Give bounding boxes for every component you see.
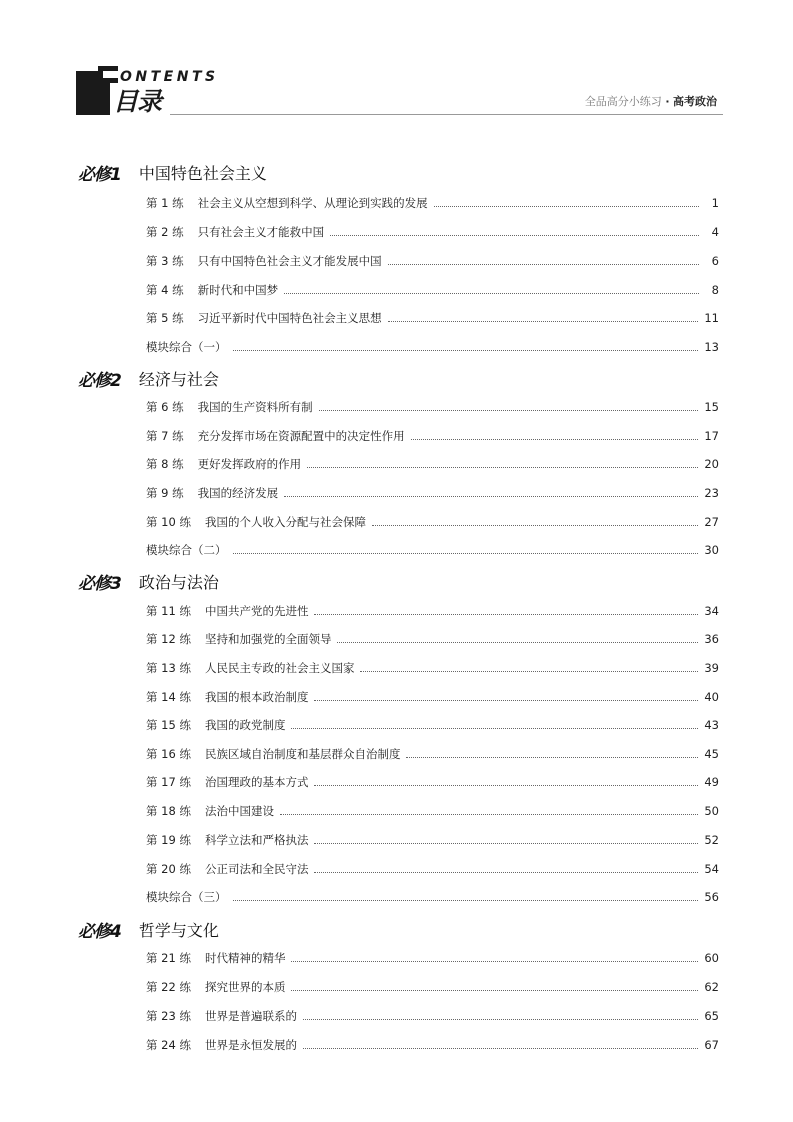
entry-title: 我国的根本政治制度 (204, 690, 309, 704)
leader-dots (319, 410, 699, 411)
entry-title: 法治中国建设 (204, 804, 274, 818)
toc-entry[interactable] (146, 253, 719, 269)
toc-entry[interactable] (146, 514, 719, 530)
toc-entry[interactable] (146, 310, 719, 326)
leader-dots (314, 843, 698, 844)
entry-number: 第 5 练 (146, 311, 184, 325)
entry-page: 67 (704, 1038, 719, 1052)
toc-entry[interactable] (146, 1037, 719, 1053)
entry-page: 43 (704, 718, 719, 732)
entry-title: 社会主义从空想到科学、从理论到实践的发展 (197, 196, 428, 210)
section-heading (78, 161, 267, 183)
entry-page: 52 (704, 833, 719, 847)
section-title: 中国特色社会主义 (138, 163, 267, 183)
toc-entry[interactable] (146, 889, 719, 905)
entry-number: 第 9 练 (146, 486, 184, 500)
toc-entry[interactable] (146, 746, 719, 762)
leader-dots (233, 350, 699, 351)
entry-page: 15 (704, 400, 719, 414)
section-heading (78, 918, 219, 940)
subject-name: 高考政治 (673, 95, 717, 108)
header-rule (170, 114, 723, 115)
series-separator: · (665, 95, 670, 108)
entry-title: 我国的生产资料所有制 (197, 400, 313, 414)
section-heading (78, 570, 219, 592)
section-number: 必修2 (78, 370, 121, 391)
entry-title: 只有中国特色社会主义才能发展中国 (197, 254, 382, 268)
section-number: 必修3 (78, 573, 121, 594)
leader-dots (314, 700, 698, 701)
section-heading (78, 367, 219, 389)
section-title: 政治与法治 (138, 572, 219, 592)
leader-dots (411, 439, 699, 440)
leader-dots (314, 614, 698, 615)
entry-page: 60 (704, 951, 719, 965)
toc-entry[interactable] (146, 542, 719, 558)
leader-dots (284, 496, 698, 497)
entry-page: 30 (704, 543, 719, 557)
section-title: 经济与社会 (138, 369, 219, 389)
entry-page: 4 (711, 225, 719, 239)
entry-number: 第 15 练 (146, 718, 191, 732)
leader-dots (307, 467, 698, 468)
logo-c-mark (98, 66, 118, 83)
leader-dots (388, 321, 699, 322)
entry-number: 第 2 练 (146, 225, 184, 239)
entry-title: 人民民主专政的社会主义国家 (204, 661, 355, 675)
toc-entry[interactable] (146, 456, 719, 472)
toc-entry[interactable] (146, 861, 719, 877)
entry-title: 我国的个人收入分配与社会保障 (204, 515, 366, 529)
leader-dots (330, 235, 699, 236)
series-name: 全品高分小练习 (584, 95, 662, 108)
entry-number: 第 14 练 (146, 690, 191, 704)
entry-page: 23 (704, 486, 719, 500)
entry-number: 第 21 练 (146, 951, 191, 965)
entry-title: 只有社会主义才能救中国 (197, 225, 325, 239)
entry-number: 第 6 练 (146, 400, 184, 414)
entry-page: 49 (704, 775, 719, 789)
entry-number: 第 22 练 (146, 980, 191, 994)
entry-title: 我国的经济发展 (197, 486, 279, 500)
toc-entry[interactable] (146, 485, 719, 501)
toc-entry[interactable] (146, 339, 719, 355)
entry-page: 13 (704, 340, 719, 354)
leader-dots (406, 757, 698, 758)
entry-page: 39 (704, 661, 719, 675)
entry-page: 1 (711, 196, 719, 210)
leader-dots (314, 785, 698, 786)
toc-entry[interactable] (146, 282, 719, 298)
entry-number: 第 12 练 (146, 632, 191, 646)
leader-dots (314, 872, 698, 873)
entry-number: 第 18 练 (146, 804, 191, 818)
entry-number: 第 11 练 (146, 604, 191, 618)
entry-number: 第 20 练 (146, 862, 191, 876)
entry-page: 6 (711, 254, 719, 268)
entry-title: 新时代和中国梦 (197, 283, 279, 297)
entry-number: 第 23 练 (146, 1009, 191, 1023)
entry-title: 我国的政党制度 (204, 718, 286, 732)
toc-entry[interactable] (146, 631, 719, 647)
entry-title: 坚持和加强党的全面领导 (204, 632, 332, 646)
section-number: 必修1 (78, 164, 121, 185)
logo-contents-text: ONTENTS (120, 69, 219, 85)
leader-dots (303, 1048, 698, 1049)
toc-entry[interactable] (146, 803, 719, 819)
entry-title: 治国理政的基本方式 (204, 775, 309, 789)
entry-page: 50 (704, 804, 719, 818)
leader-dots (233, 553, 699, 554)
entry-title: 习近平新时代中国特色社会主义思想 (197, 311, 382, 325)
toc-entry[interactable] (146, 717, 719, 733)
toc-entry[interactable] (146, 603, 719, 619)
toc-entry[interactable] (146, 950, 719, 966)
section-number: 必修4 (78, 921, 121, 942)
entry-title: 世界是永恒发展的 (204, 1038, 297, 1052)
entry-title: 探究世界的本质 (204, 980, 286, 994)
entry-number: 第 1 练 (146, 196, 184, 210)
entry-title: 充分发挥市场在资源配置中的决定性作用 (197, 429, 405, 443)
leader-dots (372, 525, 698, 526)
section-title: 哲学与文化 (138, 920, 219, 940)
toc-entry[interactable] (146, 428, 719, 444)
toc-entry[interactable] (146, 1008, 719, 1024)
entry-number: 第 7 练 (146, 429, 184, 443)
entry-number: 第 8 练 (146, 457, 184, 471)
entry-page: 36 (704, 632, 719, 646)
leader-dots (291, 990, 698, 991)
entry-number: 模块综合（一） (146, 340, 227, 354)
entry-title: 世界是普遍联系的 (204, 1009, 297, 1023)
entry-number: 第 4 练 (146, 283, 184, 297)
entry-title: 科学立法和严格执法 (204, 833, 309, 847)
toc-entry[interactable] (146, 832, 719, 848)
entry-number: 模块综合（二） (146, 543, 227, 557)
entry-page: 34 (704, 604, 719, 618)
entry-title: 中国共产党的先进性 (204, 604, 309, 618)
entry-title: 民族区域自治制度和基层群众自治制度 (204, 747, 401, 761)
entry-title: 时代精神的精华 (204, 951, 286, 965)
entry-page: 65 (704, 1009, 719, 1023)
toc-entry[interactable] (146, 224, 719, 240)
entry-page: 11 (704, 311, 719, 325)
entry-number: 第 17 练 (146, 775, 191, 789)
entry-title: 公正司法和全民守法 (204, 862, 309, 876)
entry-page: 45 (704, 747, 719, 761)
toc-entry[interactable] (146, 979, 719, 995)
entry-title: 更好发挥政府的作用 (197, 457, 302, 471)
header-series (585, 95, 717, 109)
entry-page: 40 (704, 690, 719, 704)
entry-page: 54 (704, 862, 719, 876)
leader-dots (291, 728, 698, 729)
leader-dots (360, 671, 698, 672)
entry-page: 62 (704, 980, 719, 994)
entry-number: 第 13 练 (146, 661, 191, 675)
entry-number: 第 16 练 (146, 747, 191, 761)
entry-page: 56 (704, 890, 719, 904)
entry-number: 第 24 练 (146, 1038, 191, 1052)
entry-number: 第 19 练 (146, 833, 191, 847)
leader-dots (388, 264, 699, 265)
entry-page: 20 (704, 457, 719, 471)
toc-entry[interactable] (146, 774, 719, 790)
leader-dots (280, 814, 698, 815)
toc-entry[interactable] (146, 660, 719, 676)
toc-entry[interactable] (146, 689, 719, 705)
logo-mulu-text: 目录 (113, 87, 162, 116)
entry-number: 第 3 练 (146, 254, 184, 268)
toc-entry[interactable] (146, 195, 719, 211)
leader-dots (303, 1019, 698, 1020)
leader-dots (291, 961, 698, 962)
leader-dots (337, 642, 698, 643)
leader-dots (434, 206, 699, 207)
entry-page: 8 (711, 283, 719, 297)
entry-page: 27 (704, 515, 719, 529)
entry-number: 模块综合（三） (146, 890, 227, 904)
leader-dots (284, 293, 699, 294)
entry-number: 第 10 练 (146, 515, 191, 529)
toc-entry[interactable] (146, 399, 719, 415)
leader-dots (233, 900, 699, 901)
entry-page: 17 (704, 429, 719, 443)
